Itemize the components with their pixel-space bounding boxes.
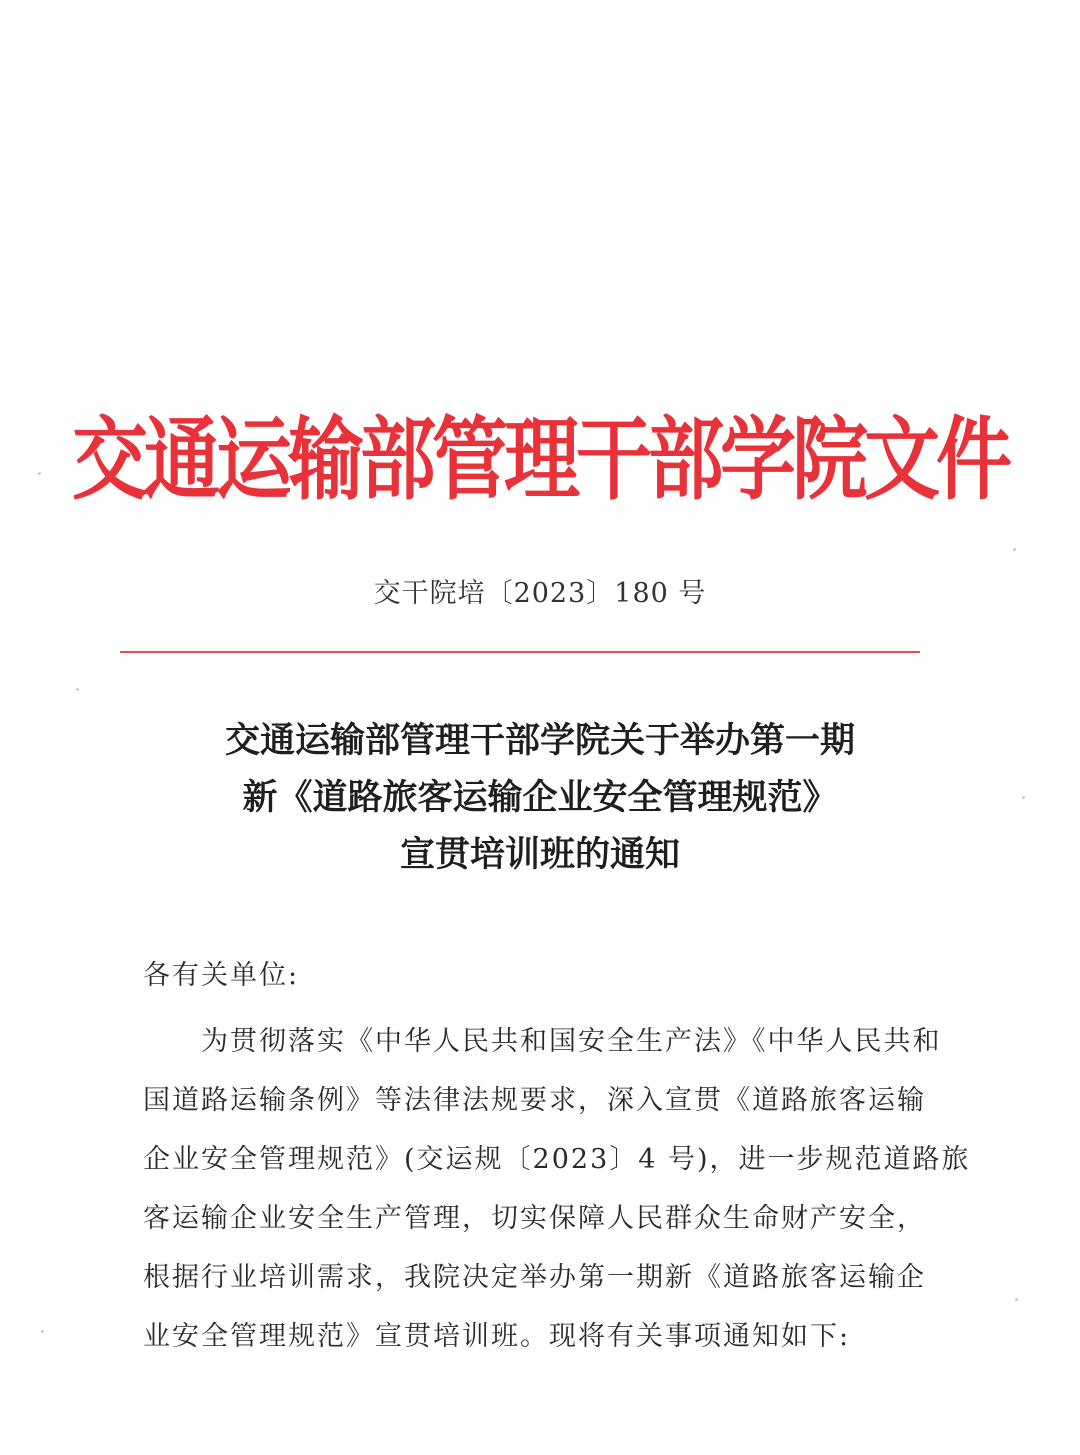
- body-line: 业安全管理规范》宣贯培训班。现将有关事项通知如下:: [143, 1321, 851, 1352]
- body-line: 企业安全管理规范》(交运规〔2023〕4 号)，进一步规范道路旅: [143, 1144, 971, 1175]
- scan-speck: [41, 1330, 44, 1333]
- scan-speck: [38, 472, 41, 475]
- salutation: 各有关单位:: [143, 960, 300, 991]
- body-line: 根据行业培训需求，我院决定举办第一期新《道路旅客运输企: [143, 1262, 926, 1293]
- title-line-1: 交通运输部管理干部学院关于举办第一期: [224, 720, 855, 761]
- document-number: 交干院培〔2023〕180 号: [373, 578, 707, 609]
- scan-speck: [1022, 796, 1025, 799]
- body-line: 为贯彻落实《中华人民共和国安全生产法》《中华人民共和: [201, 1026, 942, 1057]
- body-paragraph: [143, 1012, 971, 1366]
- body-line: 国道路运输条例》等法律法规要求，深入宣贯《道路旅客运输: [143, 1085, 926, 1116]
- scan-speck: [1013, 548, 1016, 551]
- title-line-3: 宣贯培训班的通知: [399, 834, 680, 875]
- body-line: 客运输企业安全生产管理，切实保障人民群众生命财产安全，: [143, 1203, 926, 1234]
- scan-speck: [76, 688, 79, 691]
- notice-title: [0, 712, 1080, 883]
- title-line-2: 新《道路旅客运输企业安全管理规范》: [242, 777, 838, 818]
- scan-speck: [1015, 1298, 1018, 1301]
- issuer-header: 交通运输部管理干部学院文件: [72, 406, 1008, 512]
- red-divider: [120, 651, 920, 653]
